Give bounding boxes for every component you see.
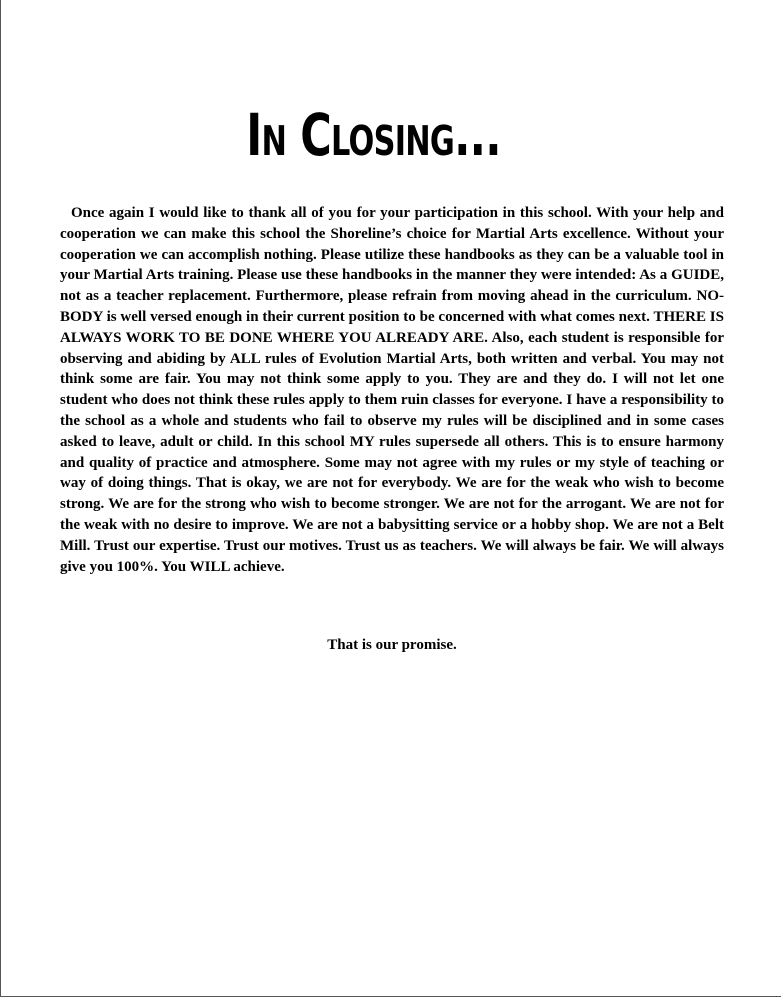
- page-title: In Closing...: [246, 101, 501, 169]
- closing-paragraph: Once again I would like to thank all of you for your participation in this school. With your help and cooperation we can make this school the Shoreline’s choice for Martial Arts excellence. Without your cooperation we can accomplish nothing. Please utilize these handbooks as they can be a valuable tool in your Martial Arts training. Please use these handbooks in the manner they were intended: As a GUIDE, not as a teacher replacement. Furthermore, please refrain from moving ahead in the curriculum. NO-BODY is well versed enough in their current position to be concerned with what comes next. THERE IS ALWAYS WORK TO BE DONE WHERE YOU ALREADY ARE. Also, each student is responsible for observing and abiding by ALL rules of Evolution Martial Arts, both written and verbal. You may not think some are fair. You may not think some apply to you. They are and they do. I will not let one student who does not think these rules apply to them ruin classes for everyone. I have a responsibility to the school as a whole and students who fail to observe my rules will be disciplined and in some cases asked to leave, adult or child. In this school MY rules supersede all others. This is to ensure harmony and quality of practice and atmosphere. Some may not agree with my rules or my style of teaching or way of doing things. That is okay, we are not for everybody. We are for the weak who wish to become strong. We are for the strong who wish to become stronger. We are not for the arrogant. We are not for the weak with no desire to improve. We are not a babysitting service or a hobby shop. We are not a Belt Mill. Trust our expertise. Trust our motives. Trust us as teachers. We will always be fair. We will always give you 100%. You WILL achieve.: [60, 205, 724, 575]
- promise-line: That is our promise.: [327, 637, 457, 653]
